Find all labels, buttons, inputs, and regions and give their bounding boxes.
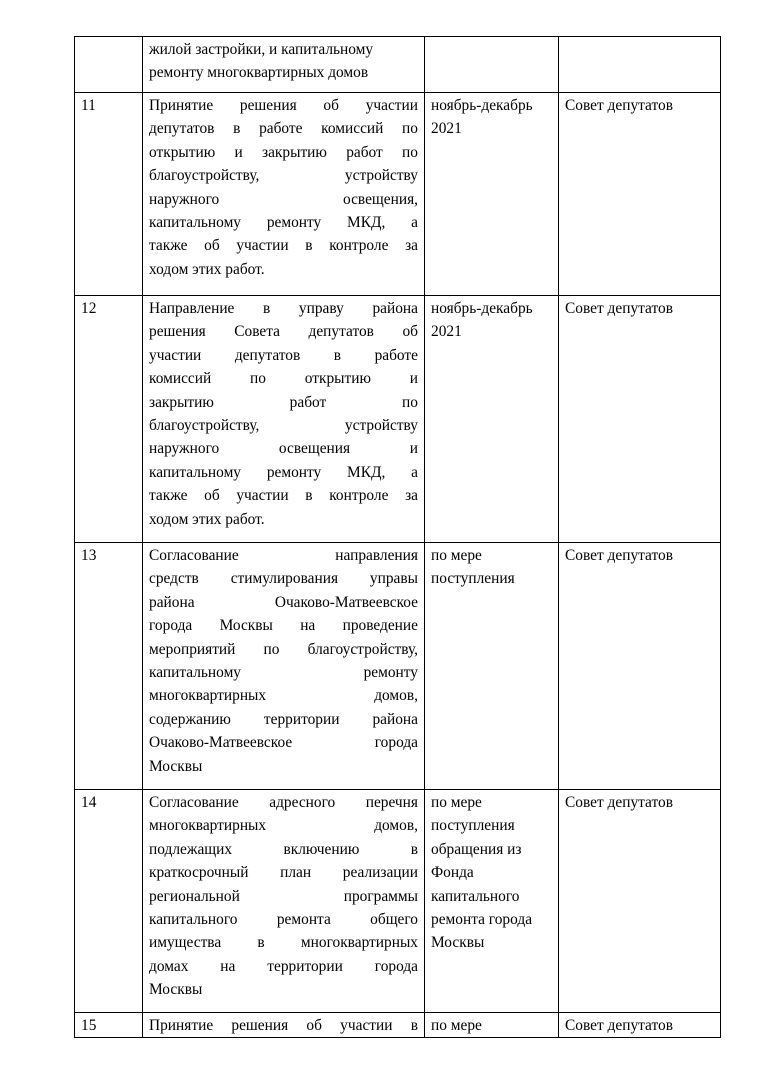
description-line: средств стимулирования управы (149, 570, 418, 588)
description-line: города Москвы на проведение (149, 617, 418, 635)
item-responsible-cell: Совет депутатов (559, 1013, 721, 1038)
item-description-cell (143, 1013, 425, 1038)
description-line: района Очаково-Матвеевское (149, 593, 418, 611)
item-deadline-cell (425, 1013, 559, 1038)
description-line: Согласование направления (149, 547, 418, 564)
table-row (75, 790, 721, 1013)
item-deadline-cell (425, 93, 559, 296)
item-responsible-cell: Совет депутатов (559, 790, 721, 1013)
description-line: Направление в управу района (149, 300, 418, 317)
item-number-cell (75, 37, 143, 93)
item-responsible-cell: Совет депутатов (559, 93, 721, 296)
item-description-cell (143, 37, 425, 93)
deadline-line: ноябрь-декабрь (431, 300, 533, 317)
item-deadline-cell (425, 543, 559, 790)
description-line: Принятие решения об участии (149, 97, 418, 114)
item-deadline-cell (425, 790, 559, 1013)
item-deadline-cell (425, 296, 559, 543)
item-number-cell: 11 (75, 93, 143, 296)
description-line: многоквартирных домов, (149, 817, 418, 835)
deadline-line: ноябрь-декабрь (431, 97, 533, 114)
description-line: Принятие решения об участии в (149, 1017, 418, 1034)
deadline-line: Москвы (431, 934, 485, 952)
deadline-line: 2021 (431, 323, 462, 341)
description-line: также об участии в контроле за (149, 237, 418, 255)
item-description-cell (143, 296, 425, 543)
description-line: ходом этих работ. (149, 510, 265, 528)
description-line: имущества в многоквартирных (149, 934, 418, 952)
item-responsible-cell (559, 37, 721, 93)
description-line: комиссий по открытию и (149, 370, 418, 388)
description-line: мероприятий по благоустройству, (149, 640, 418, 658)
deadline-line: капитального (431, 887, 520, 905)
description-line: депутатов в работе комиссий по (149, 120, 418, 138)
description-line: региональной программы (149, 887, 418, 905)
description-line: также об участии в контроле за (149, 487, 418, 505)
deadline-line: поступления (431, 817, 515, 835)
description-line: подлежащих включению в (149, 840, 418, 858)
table-row (75, 296, 721, 543)
deadline-line: ремонта города (431, 911, 533, 929)
description-line: краткосрочный план реализации (149, 864, 418, 882)
item-description-cell (143, 543, 425, 790)
item-number-cell: 14 (75, 790, 143, 1013)
deadline-line: поступления (431, 570, 515, 588)
description-line: ремонту многоквартирных домов (149, 64, 369, 82)
table-row (75, 1013, 721, 1038)
item-description-cell (143, 790, 425, 1013)
deadline-line: по мере (431, 1017, 482, 1034)
description-line: капитальному ремонту МКД, а (149, 463, 418, 481)
description-line: Очаково-Матвеевское города (149, 734, 418, 752)
table-row (75, 543, 721, 790)
description-line: наружного освещения и (149, 440, 418, 458)
description-line: ходом этих работ. (149, 260, 265, 278)
description-line: капитального ремонта общего (149, 911, 418, 929)
description-line: домах на территории города (149, 957, 418, 975)
deadline-line: по мере (431, 547, 482, 564)
table-row (75, 37, 721, 93)
item-description-cell (143, 93, 425, 296)
description-line: содержанию территории района (149, 710, 418, 728)
description-line: Москвы (149, 757, 203, 775)
description-line: Согласование адресного перечня (149, 794, 418, 811)
item-responsible-cell: Совет депутатов (559, 543, 721, 790)
table-row (75, 93, 721, 296)
description-line: многоквартирных домов, (149, 687, 418, 705)
deadline-line: Фонда (431, 864, 474, 882)
description-line: благоустройству, устройству (149, 417, 418, 435)
deadline-line: по мере (431, 794, 482, 811)
work-plan-table (74, 36, 721, 1038)
description-line: решения Совета депутатов об (149, 323, 418, 341)
item-number-cell: 15 (75, 1013, 143, 1038)
description-line: капитальному ремонту (149, 664, 418, 682)
item-deadline-cell (425, 37, 559, 93)
deadline-line: обращения из (431, 840, 522, 858)
description-line: открытию и закрытию работ по (149, 143, 418, 161)
item-number-cell: 12 (75, 296, 143, 543)
item-number-cell: 13 (75, 543, 143, 790)
description-line: капитальному ремонту МКД, а (149, 214, 418, 232)
deadline-line: 2021 (431, 120, 462, 138)
description-line: жилой застройки, и капитальному (149, 41, 374, 58)
description-line: закрытию работ по (149, 393, 418, 411)
description-line: участии депутатов в работе (149, 346, 418, 364)
description-line: наружного освещения, (149, 190, 418, 208)
description-line: благоустройству, устройству (149, 167, 418, 185)
description-line: Москвы (149, 981, 203, 999)
item-responsible-cell: Совет депутатов (559, 296, 721, 543)
work-plan-table-body (75, 37, 721, 1038)
